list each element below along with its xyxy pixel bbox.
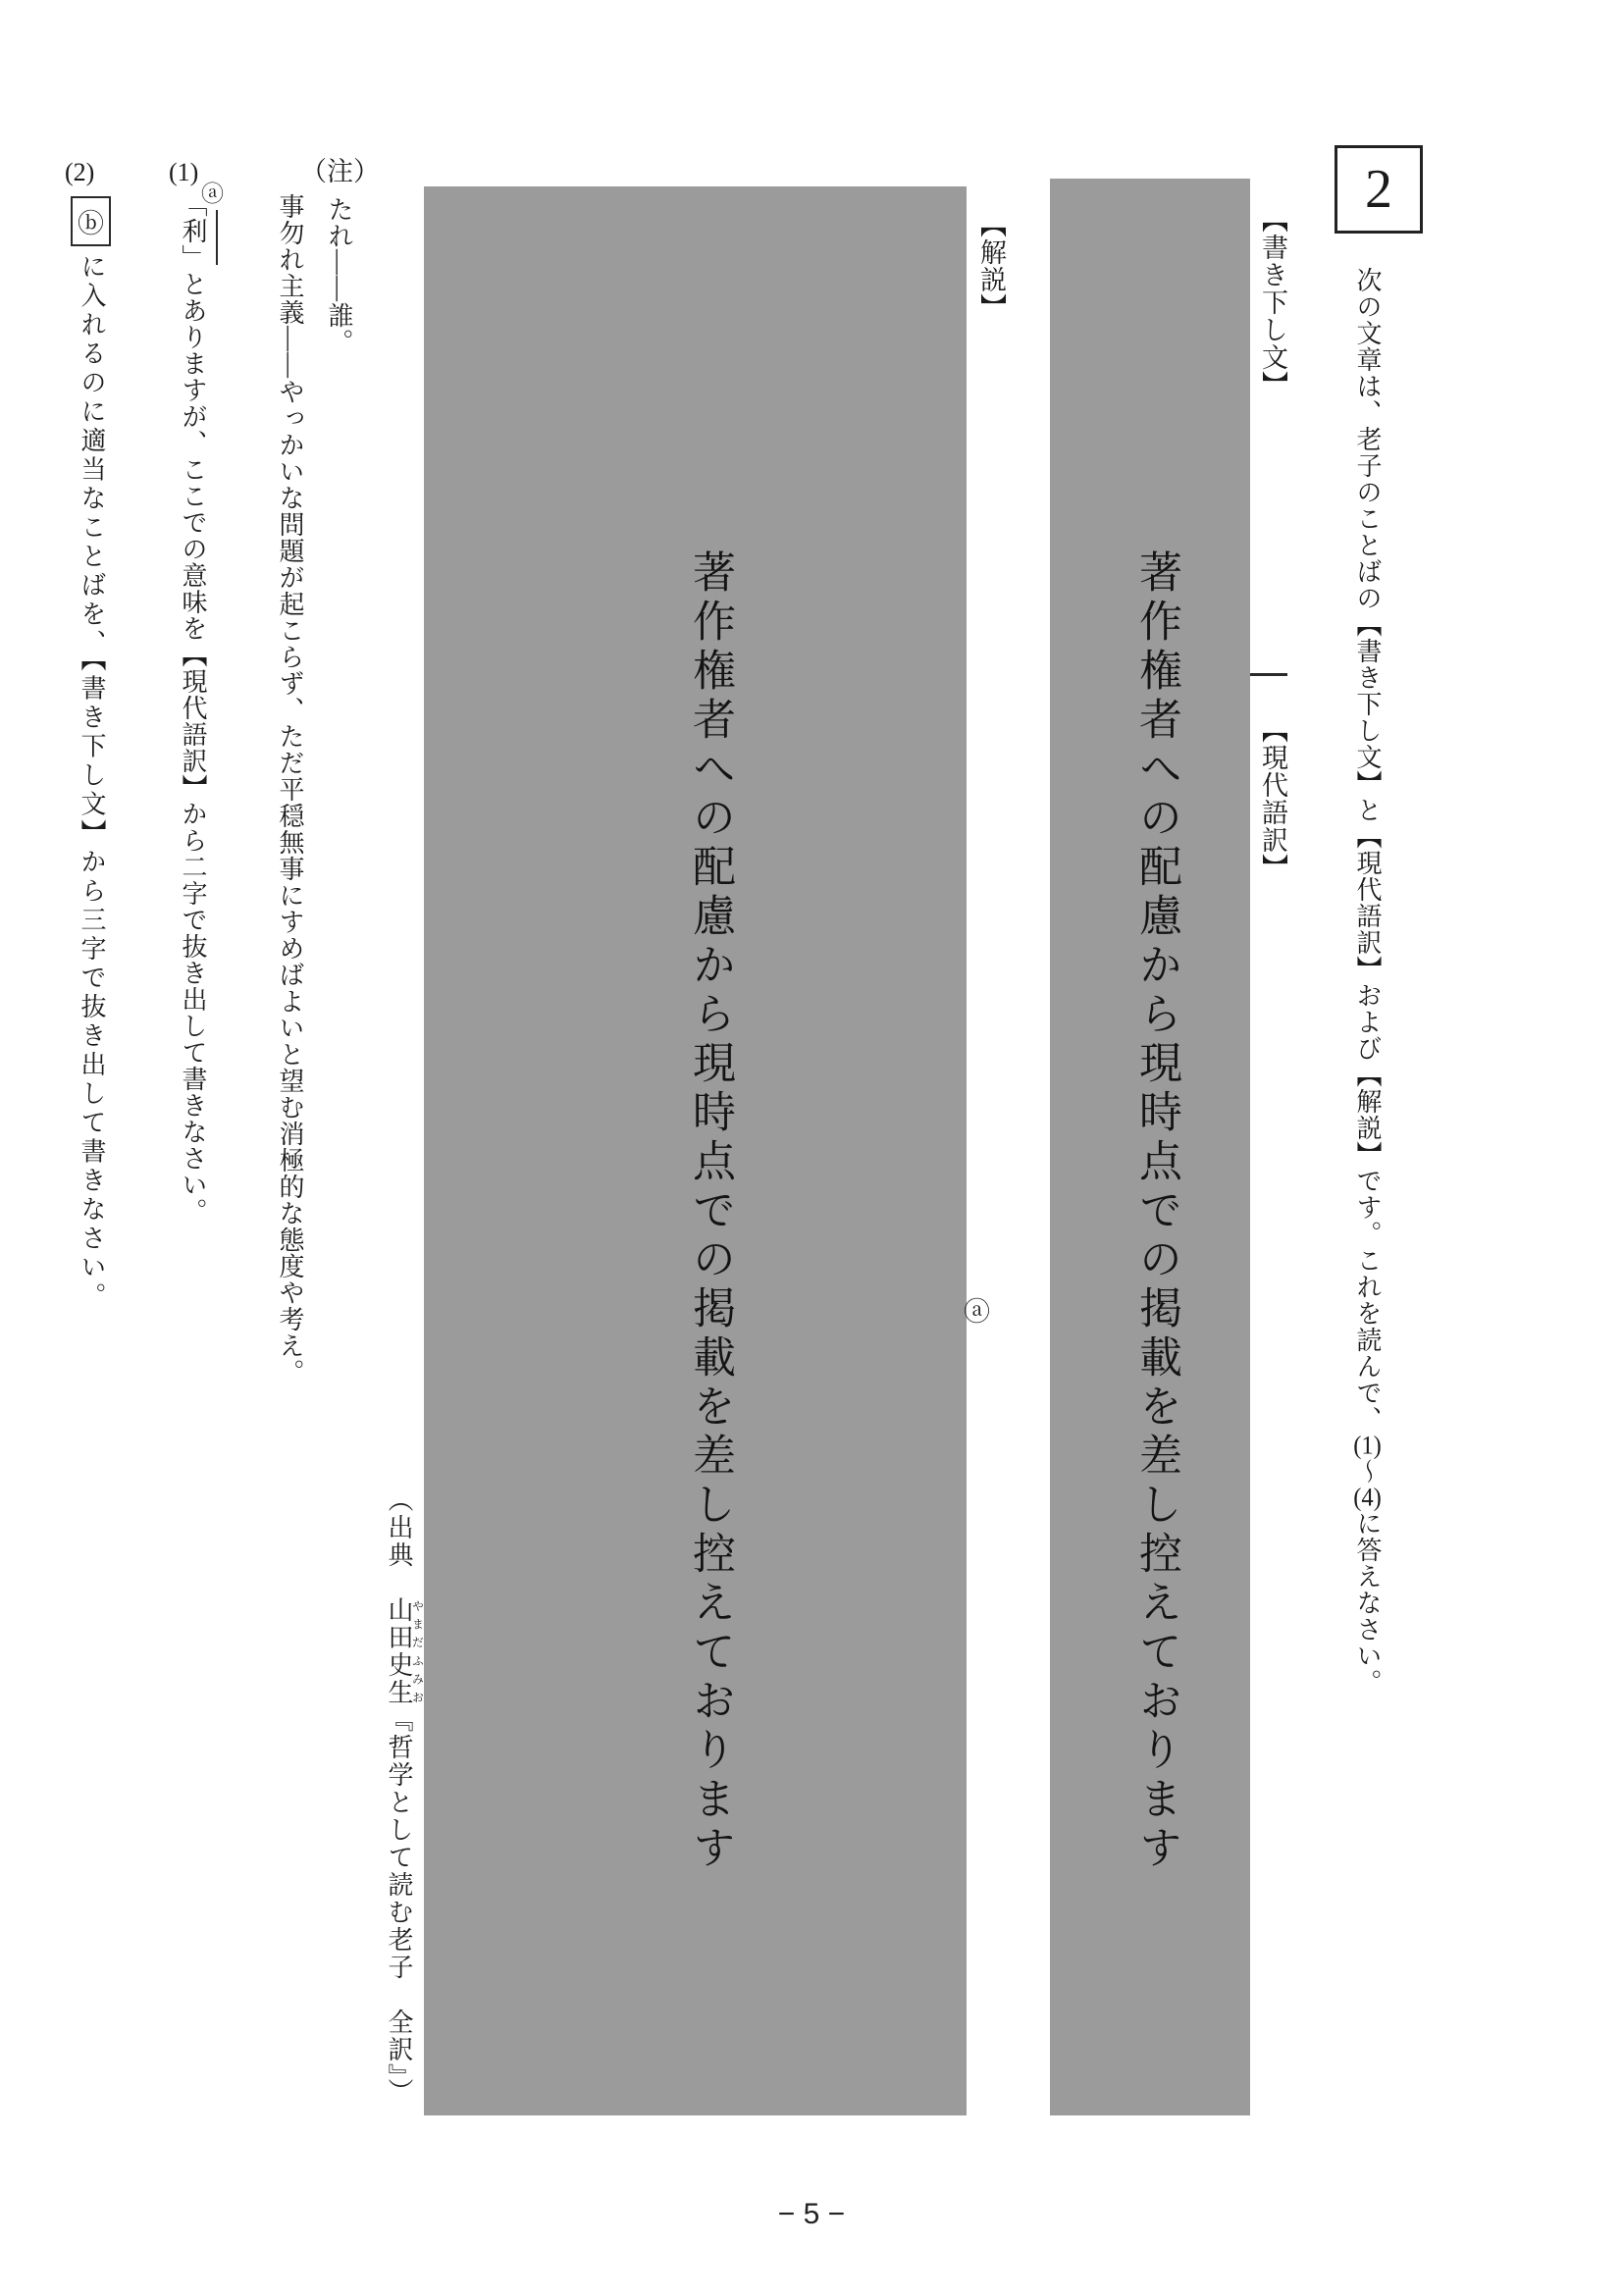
citation-prefix: （出典	[385, 1487, 413, 1596]
question-1-target: 「利」	[179, 191, 207, 271]
section-divider-line	[1250, 673, 1287, 676]
intro-text-1: 次の文章は、老子のことばの【書き下し文】と【現代語訳】および【解説】です。これを読んで、	[1353, 267, 1382, 1433]
question-1-target-sideline	[216, 210, 218, 265]
question-1-label: (1)	[169, 158, 199, 186]
question-2-text: に入れるのに適当なことばを、【書き下し文】から三字で抜き出して書きなさい。	[78, 253, 106, 1312]
section-label-kaisetsu: 【解説】	[976, 211, 1006, 321]
note-item-1: たれ――誰。	[325, 196, 353, 355]
problem-number: 2	[1365, 159, 1392, 220]
question-2-label: (2)	[65, 158, 95, 186]
problem-intro	[1354, 267, 1380, 1696]
intro-range-start: (1)	[1353, 1433, 1382, 1458]
page-number: − 5 −	[777, 2198, 846, 2230]
question-1-text	[180, 191, 205, 1225]
citation-author-2: 史生ふみお	[385, 1651, 425, 1706]
copyright-notice-2: 著作権者への配慮から現時点での掲載を差し控えております	[686, 549, 734, 1874]
citation-author-1: 山田やまだ	[385, 1596, 425, 1651]
note-item-2: 事勿れ主義――やっかいな問題が起こらず、ただ平穏無事にすめばよいと望む消極的な態度や考え。	[276, 193, 304, 1385]
intro-range-tilde: 〜	[1353, 1458, 1382, 1485]
citation-title: 『哲学として読む老子 全訳』）	[385, 1706, 413, 2106]
intro-range-end: (4)	[1353, 1485, 1382, 1510]
source-citation	[386, 1487, 424, 2106]
annotation-marker-a: ⓐ	[964, 1297, 990, 1327]
question-2-marker-b: ⓑ	[78, 209, 104, 238]
question-1-marker-a: ⓐ	[201, 182, 224, 206]
section-label-gendaigoyaku: 【現代語訳】	[1258, 716, 1287, 881]
intro-text-2: に答えなさい。	[1353, 1510, 1382, 1696]
copyright-notice-1: 著作権者への配慮から現時点での掲載を差し控えております	[1132, 549, 1180, 1874]
section-label-kakikudashi: 【書き下し文】	[1258, 206, 1287, 398]
question-1-body: とありますが、ここでの意味を【現代語訳】から二字で抜き出して書きなさい。	[179, 271, 207, 1225]
question-2-blank-box	[71, 196, 111, 246]
problem-number-box	[1335, 145, 1423, 234]
notes-label: （注）	[300, 157, 380, 186]
